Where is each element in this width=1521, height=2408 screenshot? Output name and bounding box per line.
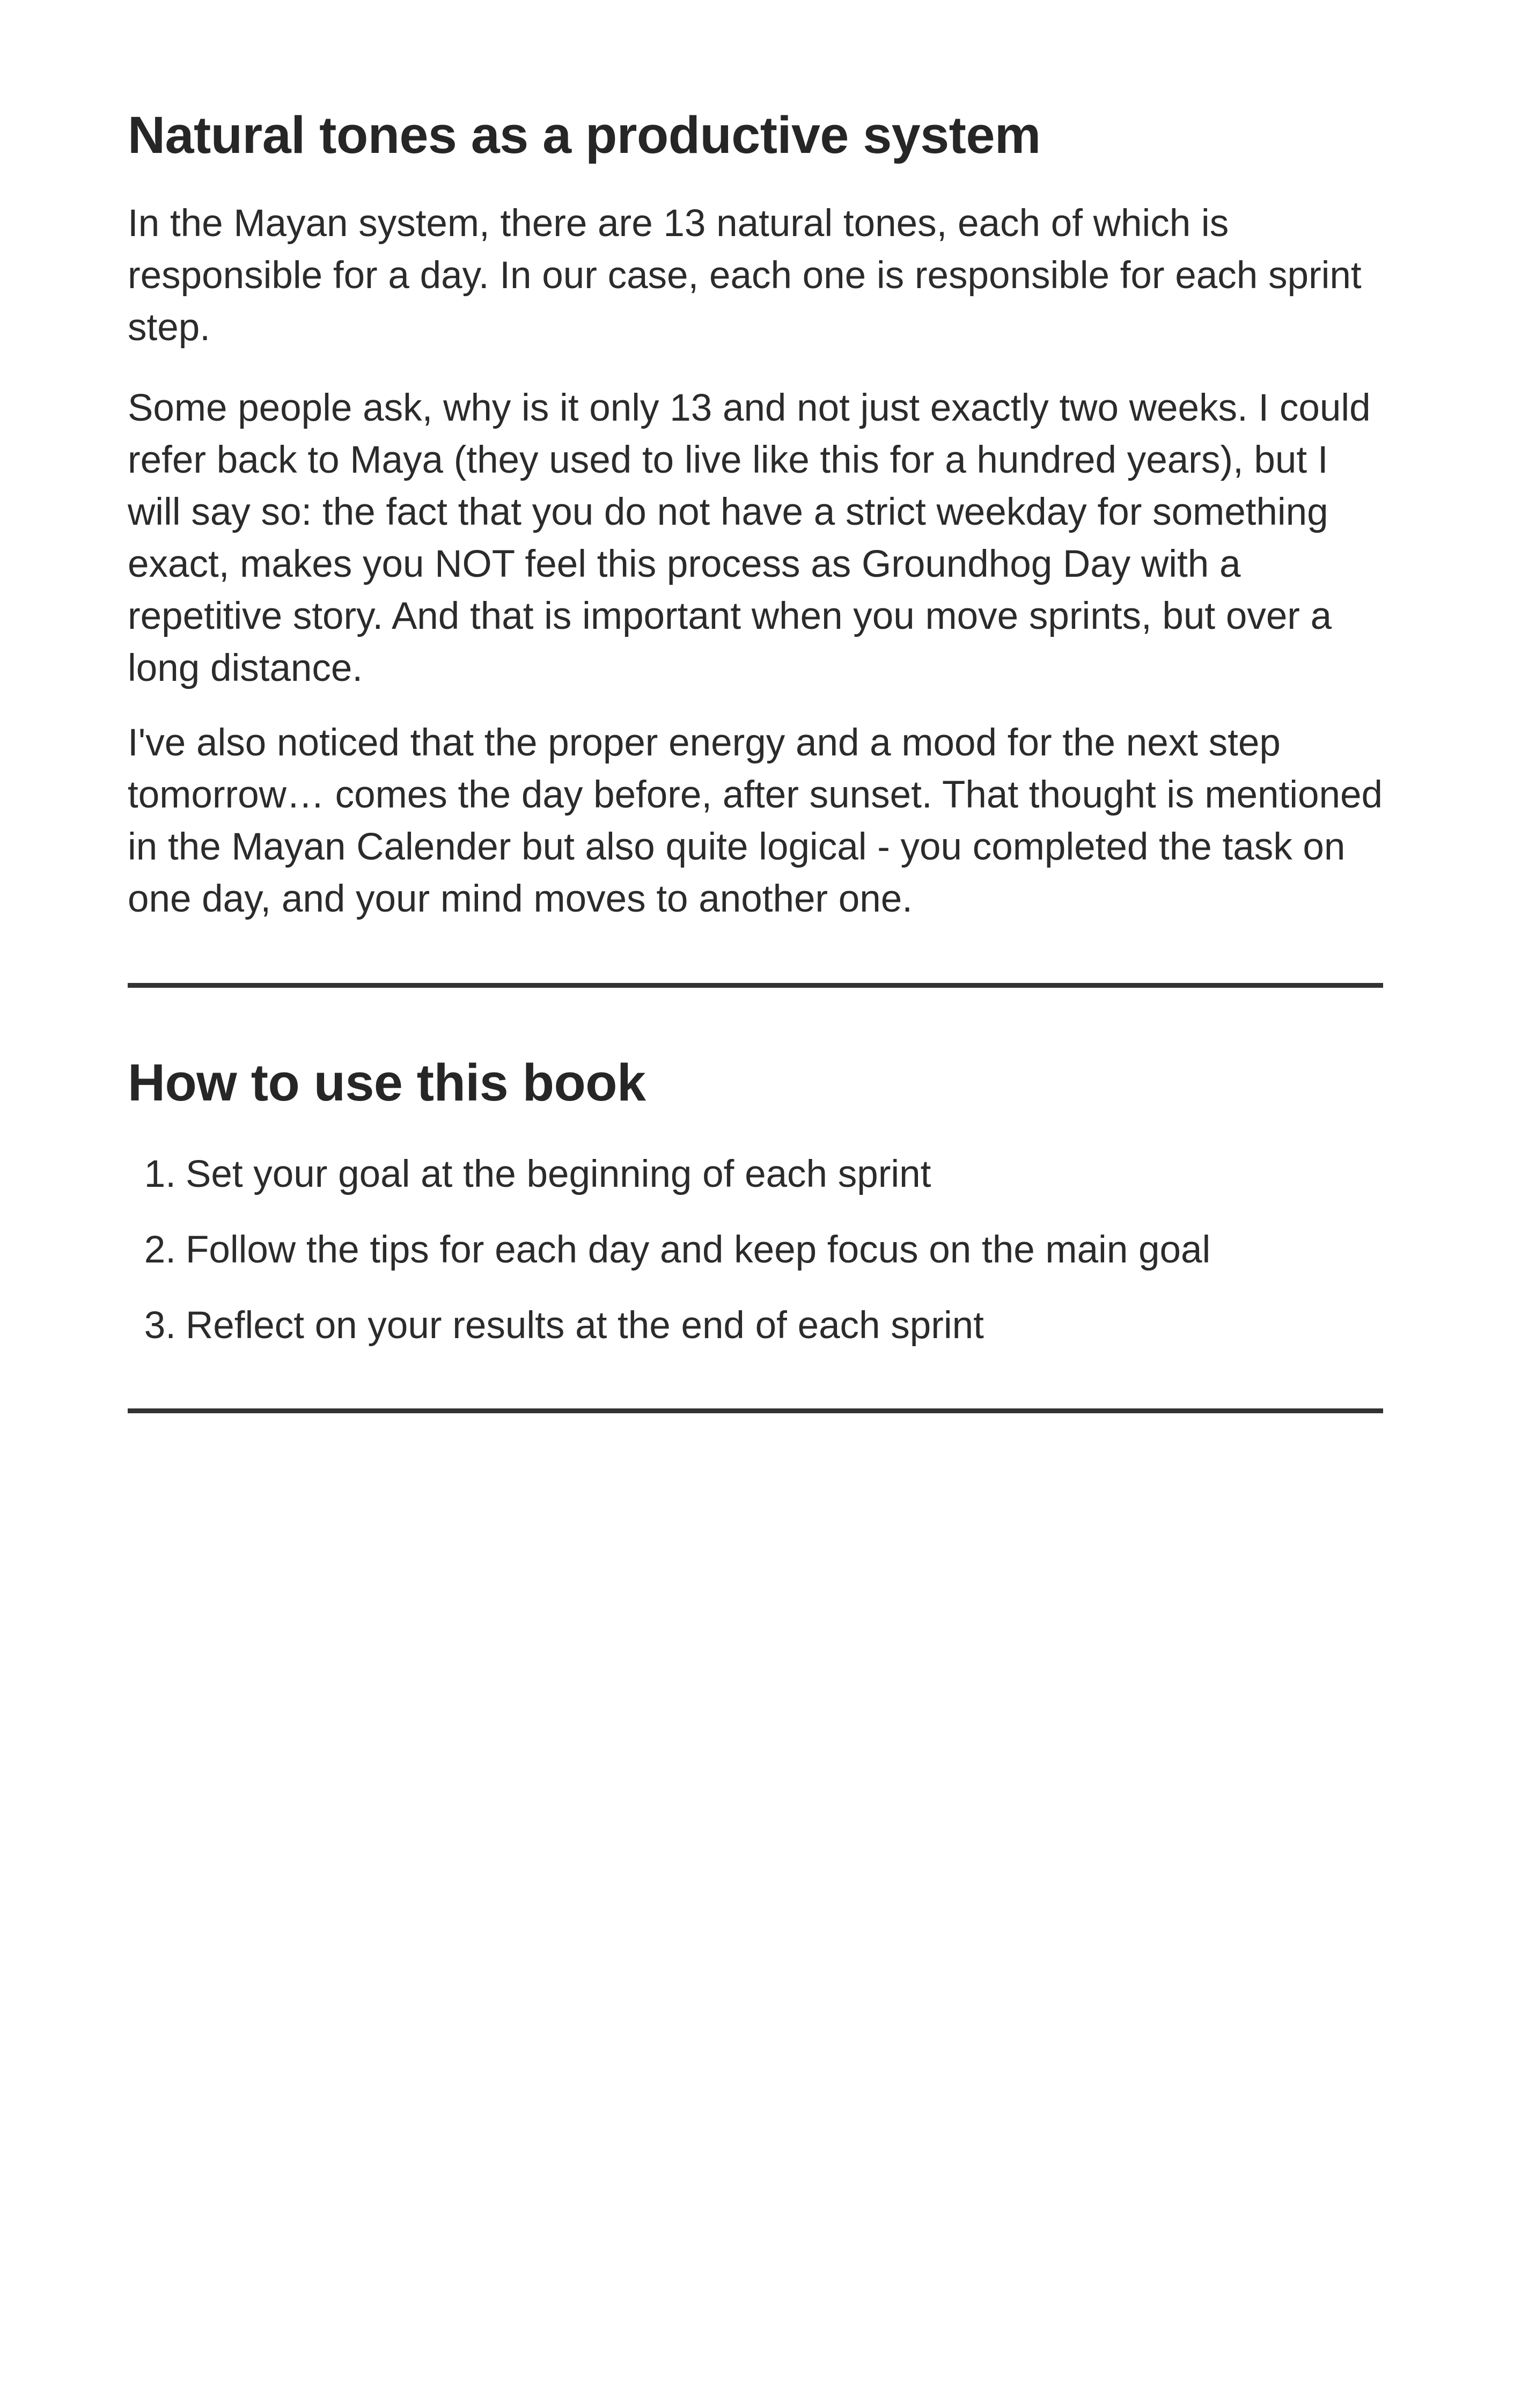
list-item-number: 1.	[144, 1153, 176, 1195]
section-title-natural-tones: Natural tones as a productive system	[128, 106, 1041, 164]
steps-list	[128, 1148, 1383, 1375]
list-item	[128, 1300, 1383, 1352]
section-divider	[128, 1408, 1383, 1413]
list-item	[128, 1224, 1383, 1276]
list-item	[128, 1148, 1383, 1200]
list-item-text: Follow the tips for each day and keep focus on the main goal	[186, 1229, 1211, 1271]
paragraph: I've also noticed that the proper energy and a mood for the next step tomorrow… comes the day before, after sunset. That thought is mentioned in the Mayan Calender but also quite logical - you completed the task on one day, and your mind moves to another one.	[128, 722, 1383, 920]
section-title-how-to-use: How to use this book	[128, 1053, 646, 1112]
list-item-number: 3.	[144, 1304, 176, 1347]
list-item-number: 2.	[144, 1229, 176, 1271]
paragraph: In the Mayan system, there are 13 natural tones, each of which is responsible for a day. In our case, each one is responsible for each sprint step.	[128, 202, 1362, 349]
section-divider	[128, 983, 1383, 988]
list-item-text: Reflect on your results at the end of each sprint	[186, 1304, 984, 1347]
paragraph: Some people ask, why is it only 13 and not just exactly two weeks. I could refer back to Maya (they used to live like this for a hundred years), but I will say so: the fact that you do not have a strict weekday for something exact, makes you NOT feel this process as Groundhog Day with a repetitive story. And that is important when you move sprints, but over a long distance.	[128, 387, 1371, 689]
list-item-text: Set your goal at the beginning of each sprint	[186, 1153, 931, 1195]
